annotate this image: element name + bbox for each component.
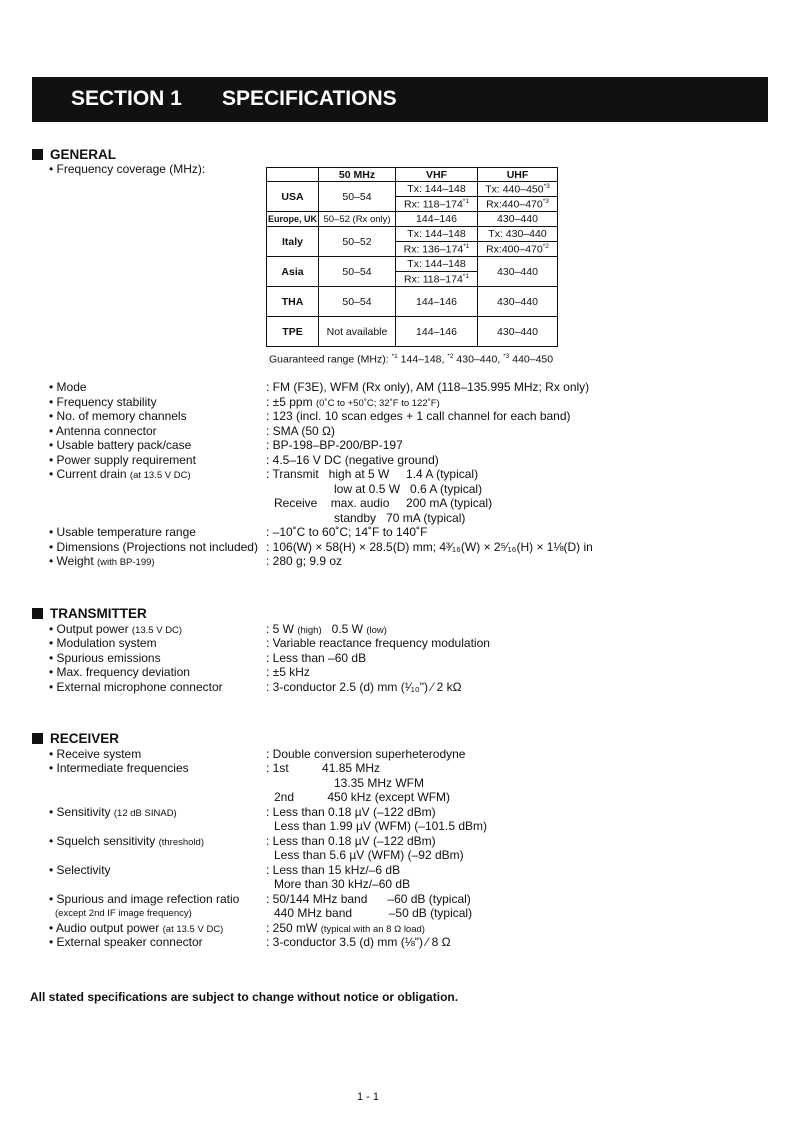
dims-label: • Dimensions (Projections not included)	[49, 540, 258, 554]
mic-label: • External microphone connector	[49, 680, 223, 694]
drain-label: • Current drain (at 13.5 V DC)	[49, 467, 191, 481]
mode-value: : FM (F3E), WFM (Rx only), AM (118–135.995 MHz; Rx only)	[266, 380, 590, 394]
output-value: : 5 W (high) 0.5 W (low)	[266, 622, 387, 636]
receive-system-label: • Receive system	[49, 747, 142, 761]
image-line-2: 440 MHz band –50 dB (typical)	[274, 906, 473, 920]
battery-value: : BP-198–BP-200/BP-197	[266, 438, 403, 452]
mic-value: : 3-conductor 2.5 (d) mm (¹⁄₁₀") ⁄ 2 kΩ	[266, 680, 462, 694]
table-row-asia-rx: Rx: 118–174$^{*1}$	[267, 272, 558, 287]
sensitivity-line-1: : Less than 0.18 µV (–122 dBm)	[266, 805, 436, 819]
drain-line-2: low at 0.5 W 0.6 A (typical)	[334, 482, 483, 496]
frequency-coverage-label: • Frequency coverage (MHz):	[49, 162, 206, 176]
receive-system-value: : Double conversion superheterodyne	[266, 747, 466, 761]
image-label-2: (except 2nd IF image frequency)	[55, 908, 192, 919]
weight-value: : 280 g; 9.9 oz	[266, 554, 343, 568]
drain-line-4: standby 70 mA (typical)	[334, 511, 466, 525]
bullet-square-icon	[32, 149, 43, 160]
mode-label: • Mode	[49, 380, 87, 394]
drain-line-3: Receive max. audio 200 mA (typical)	[274, 496, 493, 510]
spurious-label: • Spurious emissions	[49, 651, 161, 665]
section-title: SPECIFICATIONS	[222, 87, 397, 110]
selectivity-line-2: More than 30 kHz/–60 dB	[274, 877, 411, 891]
deviation-value: : ±5 kHz	[266, 665, 310, 679]
table-row-asia: Asia 50–54 Tx: 144–148 430–440	[267, 257, 558, 272]
image-label: • Spurious and image refection ratio	[49, 892, 240, 906]
bullet-square-icon	[32, 733, 43, 744]
memory-label: • No. of memory channels	[49, 409, 187, 423]
speaker-label: • External speaker connector	[49, 935, 203, 949]
memory-value: : 123 (incl. 10 scan edges + 1 call channel for each band)	[266, 409, 571, 423]
selectivity-line-1: : Less than 15 kHz/–6 dB	[266, 863, 401, 877]
temp-value: : –10˚C to 60˚C; 14˚F to 140˚F	[266, 525, 428, 539]
sensitivity-line-2: Less than 1.99 µV (WFM) (–101.5 dBm)	[274, 819, 487, 833]
table-row-usa-rx: Rx: 118–174$^{*1}$ Rx:440–470$^{*3}$	[267, 197, 558, 212]
audio-value: : 250 mW (typical with an 8 Ω load)	[266, 921, 425, 935]
squelch-label: • Squelch sensitivity (threshold)	[49, 834, 205, 848]
image-line-1: : 50/144 MHz band –60 dB (typical)	[266, 892, 471, 906]
spurious-value: : Less than –60 dB	[266, 651, 367, 665]
drain-line-1: : Transmit high at 5 W 1.4 A (typical)	[266, 467, 479, 481]
general-heading: GENERAL	[32, 147, 116, 162]
deviation-label: • Max. frequency deviation	[49, 665, 190, 679]
table-row-europe: Europe, UK 50–52 (Rx only) 144–146 430–440	[267, 212, 558, 227]
battery-label: • Usable battery pack/case	[49, 438, 192, 452]
frequency-coverage-table	[266, 167, 558, 347]
bullet-square-icon	[32, 608, 43, 619]
section-number: SECTION 1	[71, 87, 182, 110]
stability-label: • Frequency stability	[49, 395, 157, 409]
disclaimer: All stated specifications are subject to change without notice or obligation.	[30, 990, 459, 1004]
section-header	[32, 77, 768, 122]
antenna-label: • Antenna connector	[49, 424, 157, 438]
if-line-2: 13.35 MHz WFM	[334, 776, 425, 790]
weight-label: • Weight (with BP-199)	[49, 554, 155, 568]
dims-value: : 106(W) × 58(H) × 28.5(D) mm; 4³⁄₁₆(W) × 2⁵⁄₁₆(H) × 1⅛(D) in	[266, 540, 593, 554]
guaranteed-range-note: Guaranteed range (MHz): $^{*1}$ 144–148, $^{*2}$ 430–440, $^{*3}$ 440–450	[269, 353, 554, 366]
modulation-label: • Modulation system	[49, 636, 157, 650]
power-label: • Power supply requirement	[49, 453, 196, 467]
speaker-value: : 3-conductor 3.5 (d) mm (⅛") ⁄ 8 Ω	[266, 935, 451, 949]
sensitivity-label: • Sensitivity (12 dB SINAD)	[49, 805, 177, 819]
output-label: • Output power (13.5 V DC)	[49, 622, 183, 636]
if-line-3: 2nd 450 kHz (except WFM)	[274, 790, 451, 804]
table-row-tpe: TPE Not available 144–146 430–440	[267, 317, 558, 347]
transmitter-heading: TRANSMITTER	[32, 606, 147, 621]
modulation-value: : Variable reactance frequency modulation	[266, 636, 490, 650]
table-row-italy-rx: Rx: 136–174$^{*1}$ Rx:400–470$^{*2}$	[267, 242, 558, 257]
squelch-line-1: : Less than 0.18 µV (–122 dBm)	[266, 834, 436, 848]
audio-label: • Audio output power (at 13.5 V DC)	[49, 921, 224, 935]
temp-label: • Usable temperature range	[49, 525, 196, 539]
power-value: : 4.5–16 V DC (negative ground)	[266, 453, 439, 467]
if-line-1: : 1st 41.85 MHz	[266, 761, 381, 775]
table-header-row: 50 MHz VHF UHF	[267, 168, 558, 182]
receiver-heading: RECEIVER	[32, 731, 119, 746]
table-row-usa: USA 50–54 Tx: 144–148 Tx: 440–450$^{*3}$	[267, 182, 558, 197]
table-row-tha: THA 50–54 144–146 430–440	[267, 287, 558, 317]
stability-value: : ±5 ppm (0˚C to +50˚C; 32˚F to 122˚F)	[266, 395, 440, 409]
table-row-italy: Italy 50–52 Tx: 144–148 Tx: 430–440	[267, 227, 558, 242]
page-number: 1 - 1	[357, 1091, 380, 1103]
if-label: • Intermediate frequencies	[49, 761, 189, 775]
selectivity-label: • Selectivity	[49, 863, 111, 877]
antenna-value: : SMA (50 Ω)	[266, 424, 335, 438]
squelch-line-2: Less than 5.6 µV (WFM) (–92 dBm)	[274, 848, 464, 862]
